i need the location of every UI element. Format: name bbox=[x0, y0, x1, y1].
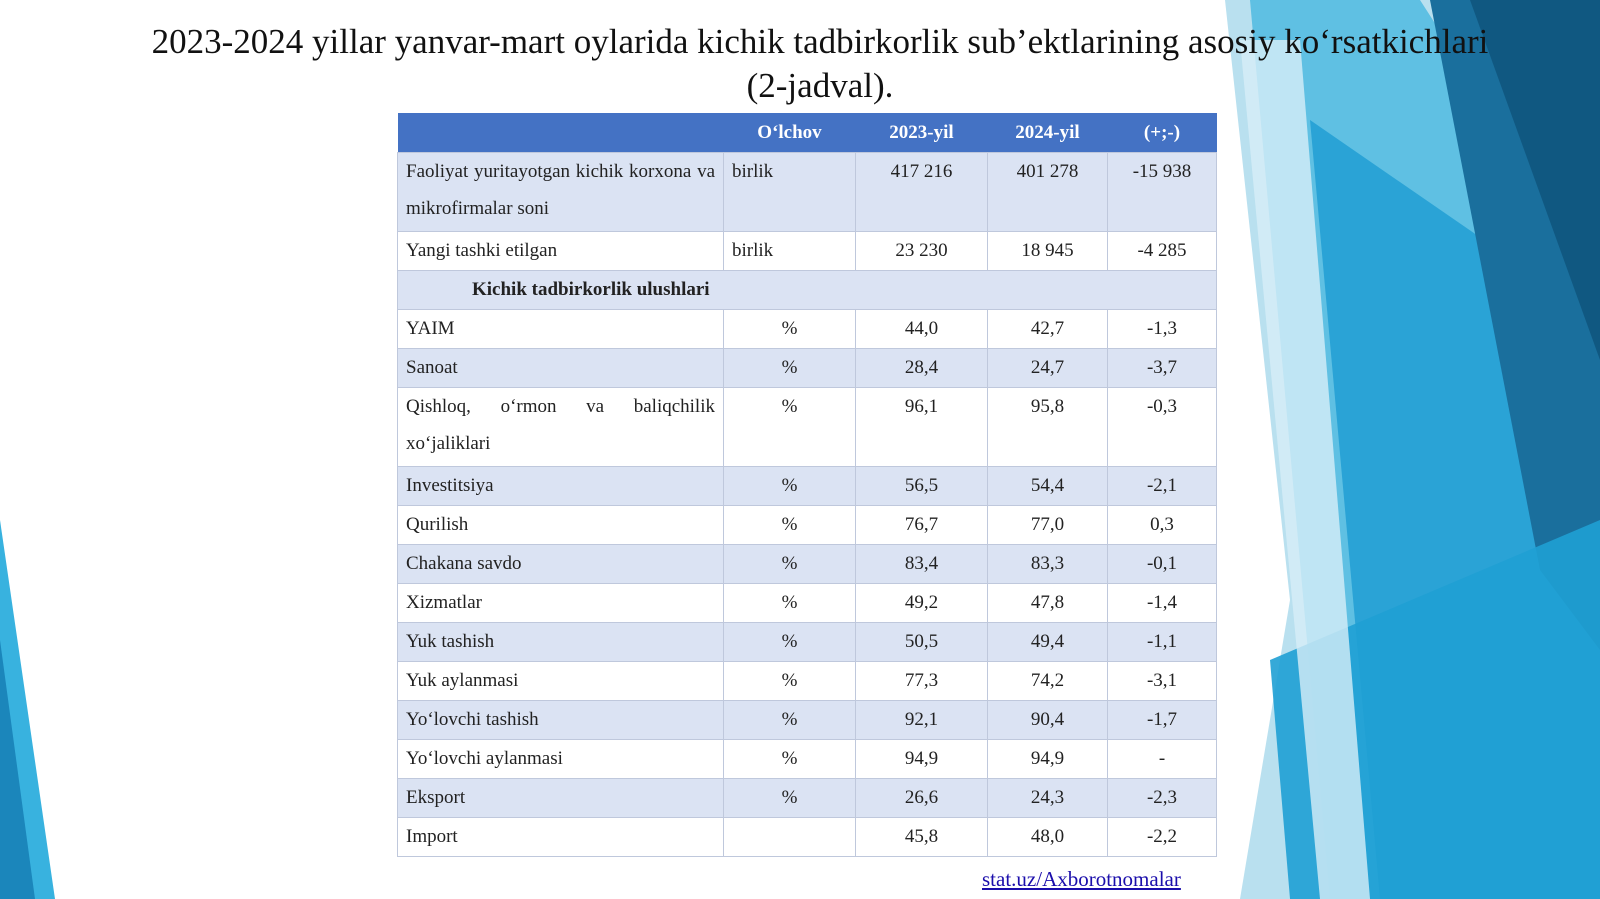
row-unit: % bbox=[724, 701, 856, 740]
slide-title bbox=[60, 20, 1580, 108]
row-value-2024: 49,4 bbox=[988, 623, 1108, 662]
row-unit: % bbox=[724, 545, 856, 584]
row-value-2023: 49,2 bbox=[856, 584, 988, 623]
row-diff: -15 938 bbox=[1108, 153, 1217, 232]
row-value-2023: 44,0 bbox=[856, 310, 988, 349]
row-diff: - bbox=[1108, 740, 1217, 779]
title-line-1: 2023-2024 yillar yanvar-mart oylarida kichik tadbirkorlik sub’ektlarining asosiy ko‘rsatkichlari bbox=[151, 22, 1489, 61]
row-indicator-name: Eksport bbox=[398, 779, 724, 818]
table-row bbox=[398, 388, 1217, 467]
row-indicator-name: Investitsiya bbox=[398, 467, 724, 506]
row-indicator-name: Yuk aylanmasi bbox=[398, 662, 724, 701]
row-unit: birlik bbox=[724, 232, 856, 271]
header-indicator bbox=[398, 113, 724, 153]
table-row bbox=[398, 623, 1217, 662]
row-value-2024: 42,7 bbox=[988, 310, 1108, 349]
table-row bbox=[398, 740, 1217, 779]
table-row bbox=[398, 584, 1217, 623]
header-2023: 2023-yil bbox=[856, 113, 988, 153]
row-indicator-name: Yo‘lovchi tashish bbox=[398, 701, 724, 740]
table-row bbox=[398, 232, 1217, 271]
row-unit: % bbox=[724, 662, 856, 701]
row-unit: % bbox=[724, 388, 856, 467]
row-unit: % bbox=[724, 310, 856, 349]
header-diff: (+;-) bbox=[1108, 113, 1217, 153]
table-row bbox=[398, 467, 1217, 506]
table-row bbox=[398, 818, 1217, 857]
table-row bbox=[398, 701, 1217, 740]
row-diff: -2,2 bbox=[1108, 818, 1217, 857]
row-unit: % bbox=[724, 467, 856, 506]
row-indicator-name: Chakana savdo bbox=[398, 545, 724, 584]
row-unit: % bbox=[724, 740, 856, 779]
row-value-2024: 48,0 bbox=[988, 818, 1108, 857]
row-unit: birlik bbox=[724, 153, 856, 232]
row-value-2024: 18 945 bbox=[988, 232, 1108, 271]
row-unit bbox=[724, 818, 856, 857]
row-indicator-name: Yangi tashki etilgan bbox=[398, 232, 724, 271]
row-value-2023: 77,3 bbox=[856, 662, 988, 701]
table-header-row bbox=[398, 113, 1217, 153]
row-diff: -2,3 bbox=[1108, 779, 1217, 818]
table-row bbox=[398, 506, 1217, 545]
table-section-row bbox=[398, 271, 1217, 310]
table-row bbox=[398, 153, 1217, 232]
row-value-2023: 76,7 bbox=[856, 506, 988, 545]
row-value-2024: 95,8 bbox=[988, 388, 1108, 467]
row-diff: -0,1 bbox=[1108, 545, 1217, 584]
row-indicator-name: Import bbox=[398, 818, 724, 857]
header-unit: O‘lchov bbox=[724, 113, 856, 153]
row-diff: -4 285 bbox=[1108, 232, 1217, 271]
row-value-2024: 90,4 bbox=[988, 701, 1108, 740]
row-value-2023: 417 216 bbox=[856, 153, 988, 232]
row-value-2023: 45,8 bbox=[856, 818, 988, 857]
table-row bbox=[398, 662, 1217, 701]
row-value-2023: 96,1 bbox=[856, 388, 988, 467]
row-unit: % bbox=[724, 349, 856, 388]
row-diff: -1,4 bbox=[1108, 584, 1217, 623]
row-value-2023: 50,5 bbox=[856, 623, 988, 662]
row-indicator-name: Faoliyat yuritayotgan kichik korxona va mikrofirmalar soni bbox=[398, 153, 724, 232]
row-indicator-name: YAIM bbox=[398, 310, 724, 349]
indicators-table-container bbox=[397, 113, 1216, 857]
row-diff: -0,3 bbox=[1108, 388, 1217, 467]
row-value-2023: 28,4 bbox=[856, 349, 988, 388]
row-unit: % bbox=[724, 584, 856, 623]
table-row bbox=[398, 310, 1217, 349]
row-diff: -3,1 bbox=[1108, 662, 1217, 701]
row-value-2023: 94,9 bbox=[856, 740, 988, 779]
row-value-2023: 56,5 bbox=[856, 467, 988, 506]
row-value-2024: 47,8 bbox=[988, 584, 1108, 623]
row-value-2024: 94,9 bbox=[988, 740, 1108, 779]
row-diff: -2,1 bbox=[1108, 467, 1217, 506]
row-diff: -1,3 bbox=[1108, 310, 1217, 349]
title-line-2: (2-jadval). bbox=[746, 66, 894, 105]
row-indicator-name: Sanoat bbox=[398, 349, 724, 388]
row-indicator-name: Yo‘lovchi aylanmasi bbox=[398, 740, 724, 779]
row-unit: % bbox=[724, 623, 856, 662]
row-indicator-name: Xizmatlar bbox=[398, 584, 724, 623]
header-2024: 2024-yil bbox=[988, 113, 1108, 153]
row-diff: 0,3 bbox=[1108, 506, 1217, 545]
row-value-2024: 401 278 bbox=[988, 153, 1108, 232]
table-row bbox=[398, 349, 1217, 388]
row-indicator-name: Yuk tashish bbox=[398, 623, 724, 662]
row-value-2024: 24,3 bbox=[988, 779, 1108, 818]
row-value-2024: 54,4 bbox=[988, 467, 1108, 506]
row-value-2024: 74,2 bbox=[988, 662, 1108, 701]
row-indicator-name: Qurilish bbox=[398, 506, 724, 545]
row-indicator-name: Qishloq, o‘rmon va baliqchilik xo‘jaliklari bbox=[398, 388, 724, 467]
row-value-2024: 83,3 bbox=[988, 545, 1108, 584]
row-value-2023: 83,4 bbox=[856, 545, 988, 584]
source-link[interactable]: stat.uz/Axborotnomalar bbox=[982, 867, 1181, 891]
row-diff: -3,7 bbox=[1108, 349, 1217, 388]
row-diff: -1,1 bbox=[1108, 623, 1217, 662]
table-row bbox=[398, 545, 1217, 584]
table-row bbox=[398, 779, 1217, 818]
row-value-2023: 26,6 bbox=[856, 779, 988, 818]
row-diff: -1,7 bbox=[1108, 701, 1217, 740]
row-unit: % bbox=[724, 506, 856, 545]
row-value-2023: 23 230 bbox=[856, 232, 988, 271]
indicators-table bbox=[397, 113, 1217, 857]
row-value-2023: 92,1 bbox=[856, 701, 988, 740]
row-unit: % bbox=[724, 779, 856, 818]
row-value-2024: 77,0 bbox=[988, 506, 1108, 545]
section-heading: Kichik tadbirkorlik ulushlari bbox=[398, 271, 1217, 310]
row-value-2024: 24,7 bbox=[988, 349, 1108, 388]
